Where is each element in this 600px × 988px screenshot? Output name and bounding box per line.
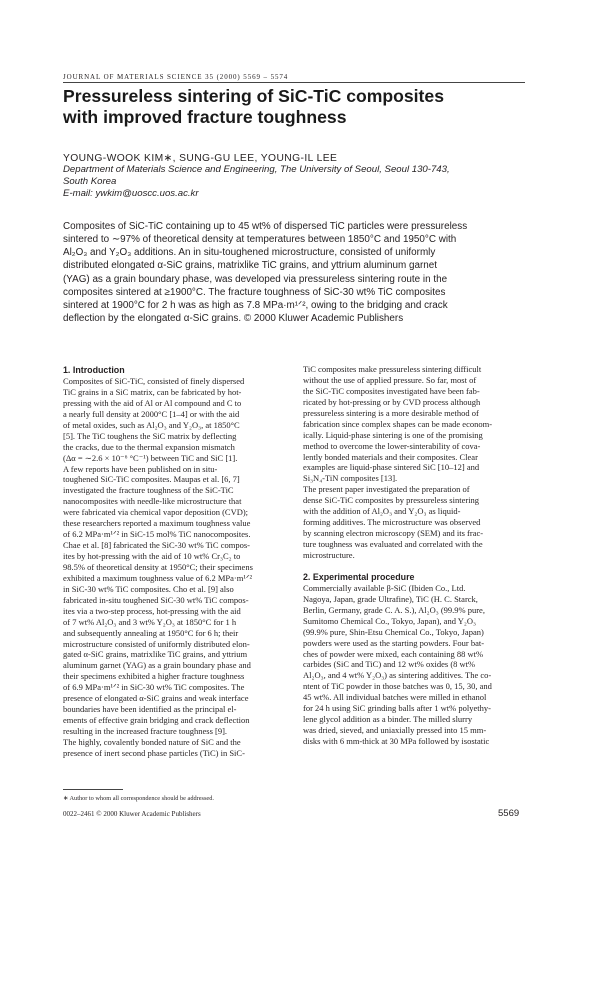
text-line: of 6.2 MPa·m¹ᐟ² in SiC-15 mol% TiC nanocomposites. — [63, 529, 251, 540]
text-line: (99.9% pure, Shin-Etsu Chemical Co., Tokyo, Japan) — [303, 626, 484, 637]
text-line: [5]. The TiC toughens the SiC matrix by deflecting — [63, 430, 237, 441]
text-line: exhibited a maximum toughness value of 6.2 MPa·m¹ᐟ² — [63, 572, 253, 583]
text-line: Al₂O₃, and 4 wt% Y₂O₃) as sintering additives. The co- — [303, 670, 492, 681]
text-line: fabricated in-situ toughened SiC-30 wt% TiC compos- — [63, 594, 249, 605]
text-line: 98.5% of theoretical density at 1950°C; their specimens — [63, 561, 253, 572]
text-line: lently bonded materials and their composites. Clear — [303, 451, 478, 462]
text-line: ches of powder were mixed, each containing 88 wt% — [303, 648, 484, 659]
text-line: Berlin, Germany, grade C. A. S.), Al₂O₃ (99.9% pure, — [303, 604, 485, 615]
text-line: toughened SiC-TiC composites. Maupas et al. [6, 7] — [63, 474, 240, 485]
text-line: with the addition of Al₂O₃ and Y₂O₃ as liquid- — [303, 506, 461, 517]
abstract-line: Al₂O₃ and Y₂O₃ additions. An in situ-toughened microstructure, consisted of uniformly — [63, 247, 436, 259]
text-line: the SiC-TiC composites investigated have been fab- — [303, 385, 480, 396]
text-line: powders were used as the starting powders. Four bat- — [303, 637, 485, 648]
text-line: investigated the fracture toughness of the SiC-TiC — [63, 485, 234, 496]
text-line: fabrication since complex shapes can be made econom- — [303, 418, 493, 429]
introduction-text — [63, 376, 283, 759]
text-line: Nagoya, Japan, grade Ultrafine), TiC (H. C. Starck, — [303, 593, 478, 604]
text-line: resulting in the increased fracture toughness [9]. — [63, 726, 228, 736]
text-line: by scanning electron microscopy (SEM) and its frac- — [303, 528, 484, 539]
text-line: boundaries have been identified as the principal el- — [63, 704, 237, 715]
text-line: a nearly full density at 2000°C [1–4] or with the aid — [63, 408, 240, 419]
running-head: JOURNAL OF MATERIALS SCIENCE 35 (2000) 5569 – 5574 — [63, 73, 289, 81]
text-line: carbides (SiC and TiC) and 12 wt% oxides (8 wt% — [303, 659, 476, 670]
affiliation — [63, 164, 533, 201]
text-line: ites by hot-pressing with the aid of 10 wt% Cr₃C₂ to — [63, 551, 241, 561]
text-line: lene glycol addition as a binder. The milled slurry — [303, 714, 473, 725]
text-line: Commercially available β-SiC (Ibiden Co., Ltd. — [303, 582, 466, 593]
text-line: Sumitomo Chemical Co., Tokyo, Japan), and Y₂O₃ — [303, 615, 476, 626]
text-line: of 6.9 MPa·m¹ᐟ² in SiC-30 wt% TiC composites. The — [63, 682, 245, 693]
text-line: was dried, sieved, and uniaxially pressed into 15 mm- — [303, 725, 487, 736]
text-line: Chae et al. [8] fabricated the SiC-30 wt% TiC compos- — [63, 540, 250, 551]
abstract-line: composites sintered at ≥1900°C. The fracture toughness of SiC-30 wt% TiC composites — [63, 286, 446, 298]
section-gap — [303, 561, 523, 571]
text-line: ements of effective grain bridging and crack deflection — [63, 715, 250, 726]
issn-line: 0022–2461 © 2000 Kluwer Academic Publishers — [63, 810, 201, 818]
text-line: TiC grains in a SiC matrix, can be fabricated by hot- — [63, 386, 242, 397]
text-line: ites via a two-step process, hot-pressing with the aid — [63, 605, 241, 616]
text-line: pressureless sintering is a more desirable method of — [303, 407, 479, 418]
introduction-text-continued — [303, 364, 523, 561]
text-line: nanocomposites with needle-like microstructure that — [63, 496, 242, 507]
abstract-line: (YAG) as a grain boundary phase, was developed via pressureless sintering route in the — [63, 273, 448, 285]
text-line: these researchers reported a maximum toughness value — [63, 518, 251, 529]
text-line: aluminum garnet (YAG) as a grain boundary phase and — [63, 660, 251, 671]
title-line: Pressureless sintering of SiC-TiC composites — [63, 86, 444, 106]
text-line: microstructure. — [303, 549, 355, 560]
text-line: examples are liquid-phase sintered SiC [10–12] and — [303, 462, 480, 473]
text-line: (Δα = ∼2.6 × 10⁻⁶ °C⁻¹) between TiC and SiC [1]. — [63, 452, 238, 463]
abstract-line: sintered to ∼97% of theoretical density at temperatures between 1850°C and 1950°C with — [63, 234, 457, 246]
text-line: disks with 6 mm-thick at 30 MPa followed by isostatic — [303, 736, 490, 746]
header-rule — [63, 82, 525, 83]
text-line: A few reports have been published on in situ- — [63, 463, 218, 474]
page-number: 5569 — [498, 808, 520, 819]
abstract-line: Composites of SiC-TiC containing up to 45 wt% of dispersed TiC particles were pressureless — [63, 221, 468, 232]
text-line: and subsequently annealing at 1950°C for 6 h; their — [63, 627, 239, 638]
abstract-line: distributed elongated α-SiC grains, matrixlike TiC grains, and yttrium aluminum garnet — [63, 260, 437, 272]
text-line: without the use of applied pressure. So far, most of — [303, 374, 477, 385]
abstract-line: deflection by the elongated α-SiC grains. © 2000 Kluwer Academic Publishers — [63, 313, 404, 325]
article-title — [63, 86, 533, 128]
abstract-line: sintered at 1900°C for 2 h was as high as 7.8 MPa·m¹ᐟ², owing to the bridging and crack — [63, 299, 448, 311]
text-line: The present paper investigated the preparation of — [303, 484, 470, 495]
text-line: gated α-SiC grains, matrixlike TiC grains, and yttrium — [63, 649, 248, 660]
text-line: ically. Liquid-phase sintering is one of the promising — [303, 429, 483, 440]
experimental-text — [303, 583, 523, 747]
text-line: of 7 wt% Al₂O₃ and 3 wt% Y₂O₃ at 1850°C for 1 h — [63, 616, 237, 627]
text-line: were fabricated via chemical vapor deposition (CVD); — [63, 507, 249, 518]
body-column-right — [303, 364, 523, 747]
text-line: presence of elongated α-SiC grains and weak interface — [63, 693, 249, 704]
title-line: with improved fracture toughness — [63, 107, 347, 127]
email-line: E-mail: ywkim@uoscc.uos.ac.kr — [63, 188, 199, 200]
text-line: dense SiC-TiC composites by pressureless sintering — [303, 495, 480, 506]
text-line: pressing with the aid of Al or Al compound and C to — [63, 397, 242, 408]
body-column-left — [63, 364, 283, 759]
affiliation-line: South Korea — [63, 176, 117, 188]
text-line: ture toughness was evaluated and correlated with the — [303, 539, 483, 549]
text-line: TiC composites make pressureless sintering difficult — [303, 364, 482, 374]
text-line: for 24 h using SiC grinding balls after 1 wt% polyethy- — [303, 703, 491, 714]
text-line: method to overcome the lower-sinterability of cova- — [303, 440, 481, 451]
text-line: The highly, covalently bonded nature of SiC and the — [63, 736, 241, 747]
text-line: 45 wt%. All individual batches were milled in ethanol — [303, 692, 487, 703]
text-line: ricated by hot-pressing or by CVD process although — [303, 396, 481, 407]
text-line: presence of inert second phase particles (TiC) in SiC- — [63, 747, 245, 758]
footnote: ∗ Author to whom all correspondence should be addressed. — [63, 795, 214, 802]
affiliation-line: Department of Materials Science and Engineering, The University of Seoul, Seoul 130-743, — [63, 164, 450, 175]
text-line: forming additives. The microstructure was observed — [303, 517, 481, 528]
text-line: ntent of TiC powder in those batches was 0, 15, 30, and — [303, 681, 492, 692]
abstract — [63, 220, 533, 325]
text-line: the cracks, due to the thermal expansion mismatch — [63, 441, 235, 452]
author-list: YOUNG-WOOK KIM∗, SUNG-GU LEE, YOUNG-IL LEE — [63, 153, 338, 164]
text-line: Si₃N₄-TiN composites [13]. — [303, 473, 398, 484]
footnote-rule — [63, 789, 123, 790]
text-line: in SiC-30 wt% TiC composites. Cho et al. [9] also — [63, 583, 234, 594]
text-line: of metal oxides, such as Al₂O₃ and Y₂O₃, at 1850°C — [63, 419, 240, 430]
text-line: their specimens exhibited a higher fracture toughness — [63, 671, 245, 682]
section-heading-introduction: 1. Introduction — [63, 365, 125, 375]
text-line: Composites of SiC-TiC, consisted of finely dispersed — [63, 376, 245, 386]
text-line: microstructure consisted of uniformly distributed elon- — [63, 638, 250, 649]
section-heading-experimental: 2. Experimental procedure — [303, 571, 415, 582]
